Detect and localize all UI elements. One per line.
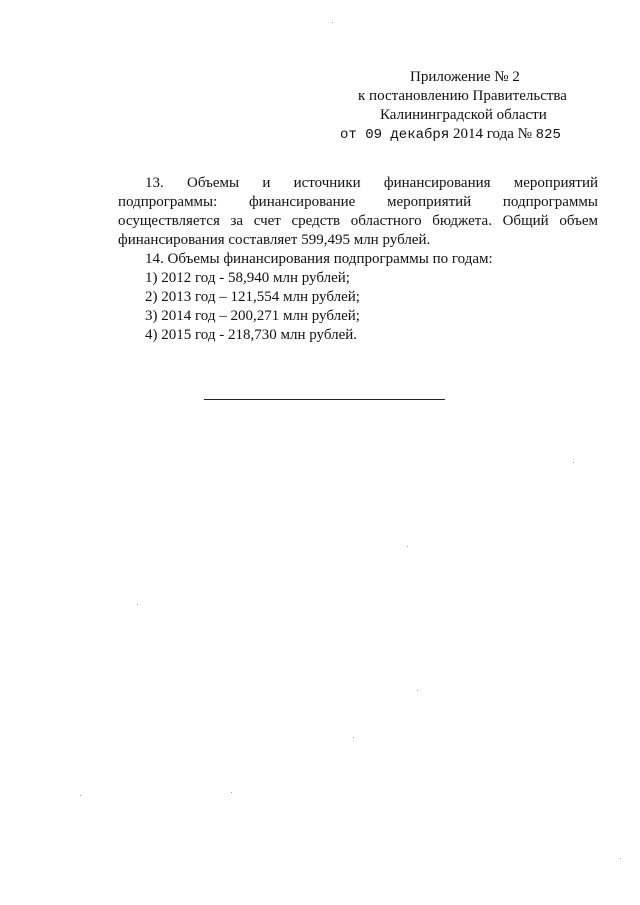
scan-speck: [620, 858, 621, 859]
end-divider-line: [204, 399, 445, 400]
funding-item-2014: 3) 2014 год – 200,271 млн рублей;: [145, 308, 360, 324]
appendix-reference: к постановлению Правительства: [358, 88, 567, 104]
funding-item-2013: 2) 2013 год – 121,554 млн рублей;: [145, 289, 360, 305]
appendix-title: Приложение № 2: [410, 69, 520, 85]
scan-speck: [353, 737, 354, 738]
appendix-number: 825: [535, 127, 561, 143]
appendix-region: Калининградской области: [380, 107, 547, 123]
document-body: [118, 174, 598, 345]
funding-item-2012: 1) 2012 год - 58,940 млн рублей;: [145, 270, 350, 286]
scan-speck: [231, 792, 232, 793]
scan-speck: [80, 795, 81, 796]
scan-speck: [137, 604, 138, 605]
scan-speck: [573, 462, 574, 463]
scan-speck: [332, 22, 333, 23]
scan-speck: [407, 546, 408, 547]
funding-item-2015: 4) 2015 год - 218,730 млн рублей.: [145, 327, 358, 343]
section-14-heading: 14. Объемы финансирования подпрограммы по годам:: [145, 251, 493, 267]
appendix-year: 2014 года №: [452, 126, 532, 142]
scan-speck: [417, 690, 418, 691]
appendix-date-line: [340, 125, 590, 145]
section-13-paragraph: 13. Объемы и источники финансирования мероприятий подпрограммы: финансирование мероприятий подпрограммы осуществляется за счет средств областного бюджета. Общий объем финансирования составляет 599,495 млн рублей.: [118, 175, 598, 248]
appendix-header: [330, 68, 590, 145]
appendix-date: от 09 декабря: [340, 127, 450, 143]
